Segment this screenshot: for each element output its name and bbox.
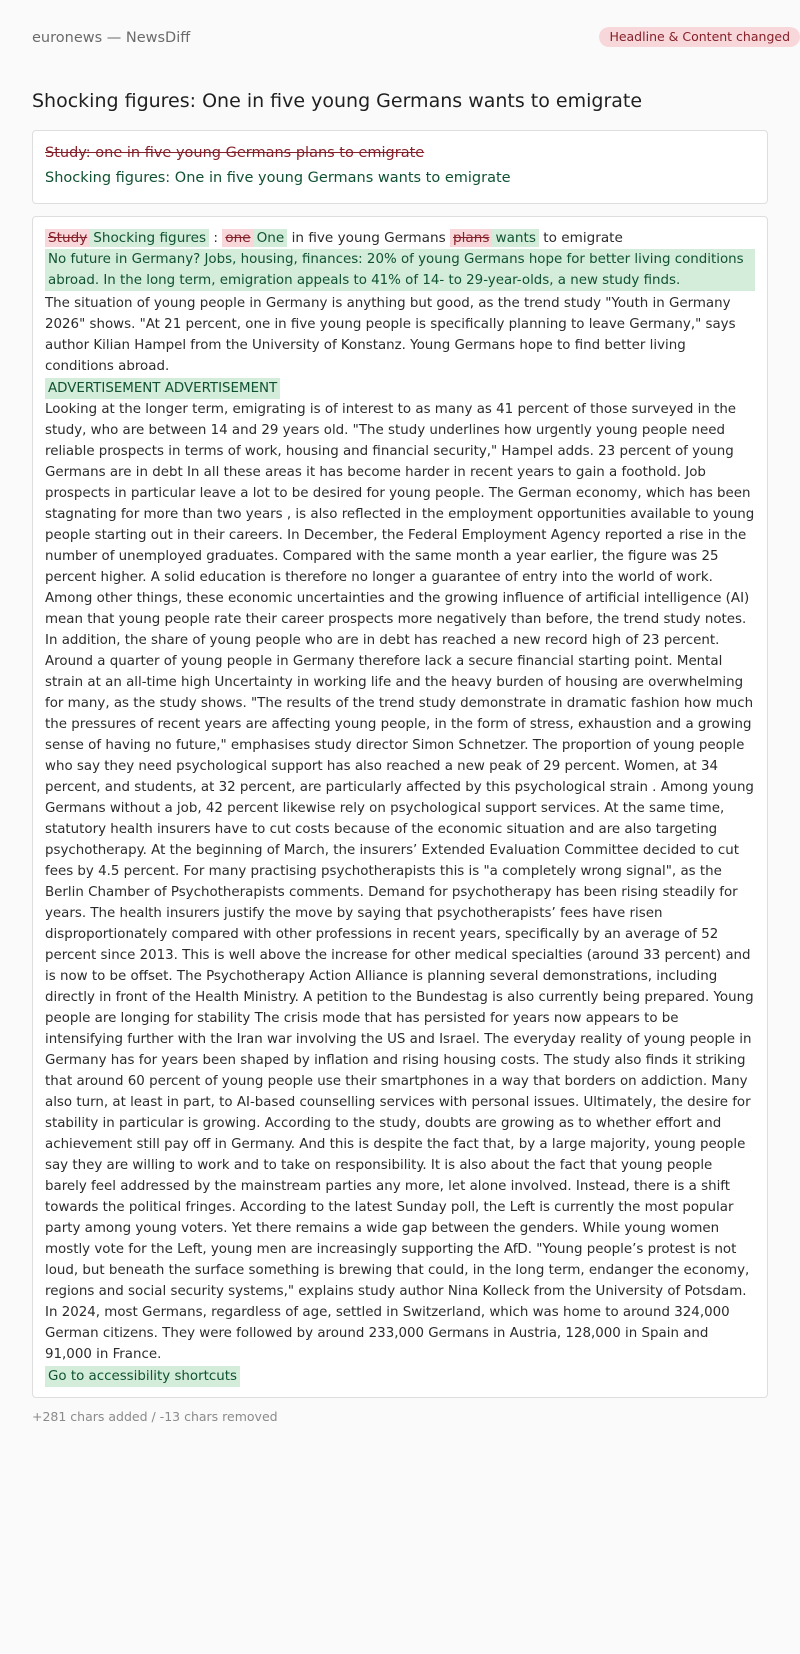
added-text: Shocking figures <box>90 229 209 247</box>
page <box>32 0 800 1426</box>
top-bar <box>32 0 800 68</box>
diff-stats: +281 chars added / -13 chars removed <box>32 1409 278 1424</box>
added-text: wants <box>492 229 538 247</box>
old-title: Study: one in five young Germans plans to emigrate <box>45 145 425 161</box>
diff-title-line <box>45 227 755 249</box>
unchanged-paragraph-main: Looking at the longer term, emigrating is of interest to as many as 41 percent of those surveyed in the study, who are between 14 and 29 years old. "The study underlines how urgently young people need reliable prospects in terms of work, housing and financial security," Hampel adds. 23 percent of young Germans are in debt In all these areas it has become harder in recent years to gain a foothold. Job prospects in particular leave a lot to be desired for young people. The German economy, which has been stagnating for more than two years , is also reflected in the employment opportunities available to young people starting out in their careers. In December, the Federal Employment Agency reported a rise in the number of unemployed graduates. Compared with the same month a year earlier, the figure was 25 percent higher. A solid education is therefore no longer a guarantee of entry into the world of work. Among other things, these economic uncertainties and the growing influence of artificial intelligence (AI) mean that young people rate their career prospects more negatively than before, the trend study notes. In addition, the share of young people who are in debt has reached a new record high of 23 percent. Around a quarter of young people in Germany therefore lack a secure financial starting point. Mental strain at an all-time high Uncertainty in working life and the heavy burden of housing are overwhelming for many, as the study shows. "The results of the trend study demonstrate in dramatic fashion how much the pressures of recent years are affecting young people, in the form of stress, exhaustion and a growing sense of having no future," emphasises study director Simon Schnetzer. The proportion of young people who say they need psychological support has also reached a new peak of 29 percent. Women, at 34 percent, and students, at 32 percent, are particularly affected by this psychological strain . Among young Germans without a job, 42 percent likewise rely on psychological support services. At the same time, statutory health insurers have to cut costs because of the economic situation and are also targeting psychotherapy. At the beginning of March, the insurers’ Extended Evaluation Committee decided to cut fees by 4.5 percent. For many practising psychotherapists this is "a completely wrong signal", as the Berlin Chamber of Psychotherapists comments. Demand for psychotherapy has been rising steadily for years. The health insurers justify the move by saying that psychotherapists’ fees have risen disproportionately compared with other professions in recent years, specifically by an average of 52 percent since 2013. This is well above the increase for other medical specialties (around 33 percent) and is now to be offset. The Psychotherapy Action Alliance is planning several demonstrations, including directly in front of the Health Ministry. A petition to the Bundestag is also currently being prepared. Young people are longing for stability The crisis mode that has persisted for years now appears to be intensifying further with the Iran war involving the US and Israel. The everyday reality of young people in Germany has for years been shaped by inflation and rising housing costs. The study also finds it striking that around 60 percent of young people use their smartphones in a way that borders on addiction. Many also turn, at least in part, to AI-based counselling services with personal issues. Ultimately, the desire for stability in particular is growing. According to the study, doubts are growing as to whether effort and achievement still pay off in Germany. And this is despite the fact that, by a large majority, young people say they are willing to work and to take on responsibility. It is also about the fact that young people barely feel addressed by the mainstream parties any more, let alone involved. Instead, there is a shift towards the political fringes. According to the latest Sunday poll, the Left is currently the most popular party among young voters. Yet there remains a wide gap between the genders. While young women mostly vote for the Left, young men are increasingly supporting the AfD. "Young people’s protest is not loud, but beneath the surface something is brewing that could, in the long term, endanger the economy, regions and social security systems," explains study author Nina Kolleck from the University of Potsdam. In 2024, most Germans, regardless of age, settled in Switzerland, which was home to around 324,000 German citizens. They were followed by around 233,000 Germans in Austria, 128,000 in Spain and 91,000 in France. <box>45 402 755 1362</box>
added-lead-paragraph: No future in Germany? Jobs, housing, finances: 20% of young Germans hope for better living conditions abroad. In the long term, emigration appeals to 41% of 14- to 29-year-olds, a new study finds. <box>45 249 755 291</box>
new-title: Shocking figures: One in five young Germans wants to emigrate <box>45 170 511 186</box>
content-diff-card <box>32 216 768 1398</box>
outlet-name[interactable]: euronews — NewsDiff <box>32 30 191 46</box>
change-status-badge: Headline & Content changed <box>599 27 800 47</box>
removed-text: one <box>222 229 253 247</box>
added-ad-label: ADVERTISEMENT ADVERTISEMENT <box>45 378 280 399</box>
title-diff-card <box>32 130 768 204</box>
unchanged-text: in five young Germans <box>291 230 446 246</box>
added-text: One <box>254 229 288 247</box>
unchanged-text: : <box>213 230 218 246</box>
page-title: Shocking figures: One in five young Germans wants to emigrate <box>32 90 643 112</box>
unchanged-text: to emigrate <box>543 230 623 246</box>
removed-text: Study <box>45 229 90 247</box>
unchanged-paragraph: The situation of young people in Germany is anything but good, as the trend study "Youth in Germany 2026" shows. "At 21 percent, one in five young people is specifically planning to leave Germany," says author Kilian Hampel from the University of Konstanz. Young Germans hope to find better living conditions abroad. <box>45 296 736 374</box>
added-accessibility-link-text: Go to accessibility shortcuts <box>45 1366 240 1387</box>
removed-text: plans <box>450 229 492 247</box>
